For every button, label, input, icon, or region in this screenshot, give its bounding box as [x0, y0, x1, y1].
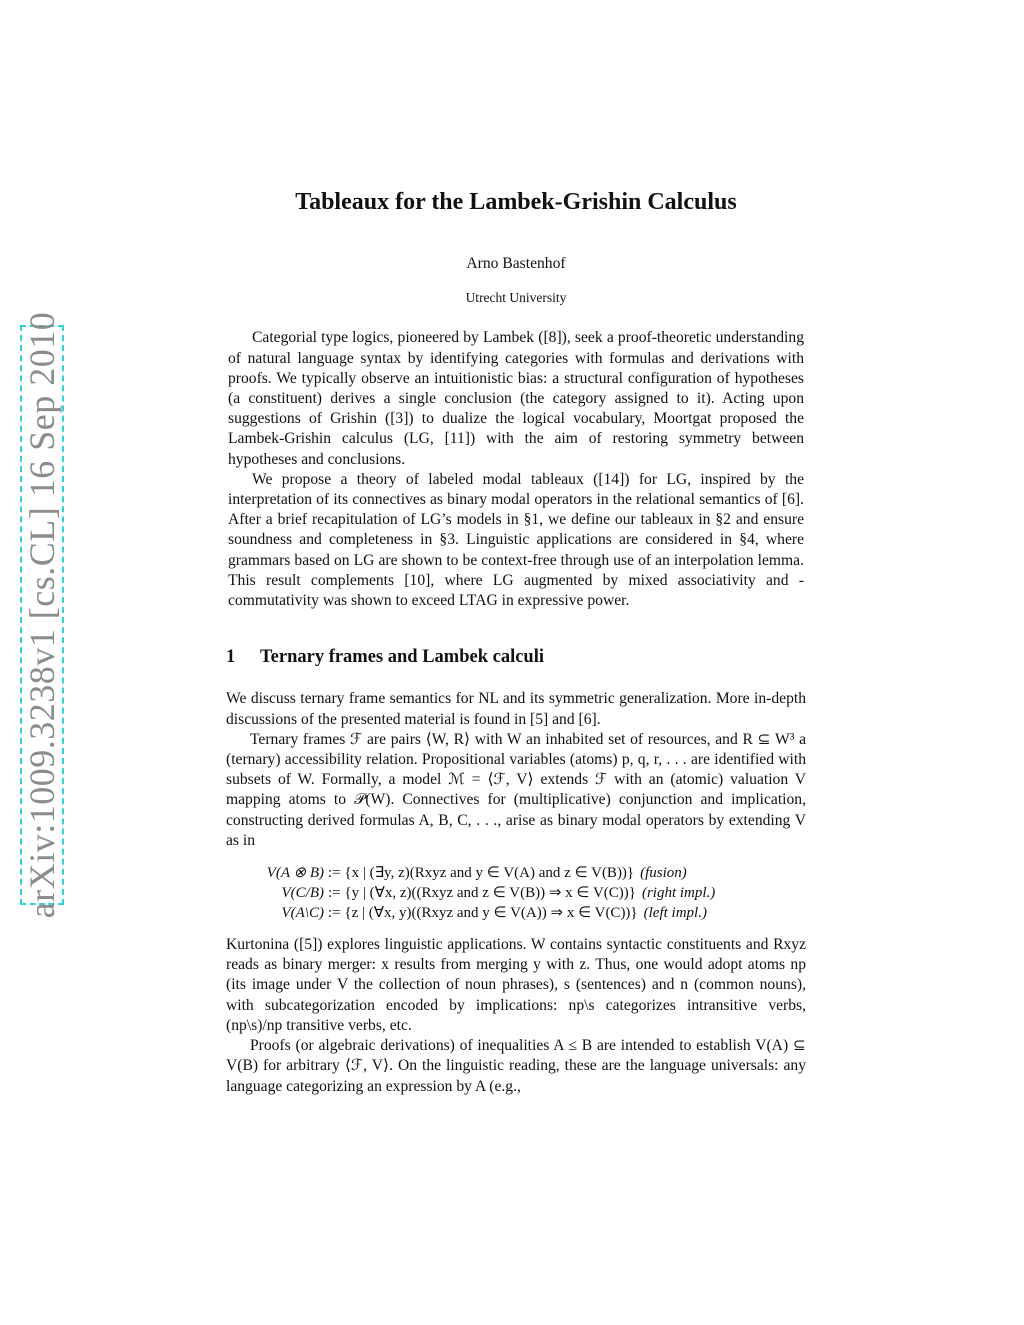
- body-paragraph-1: We discuss ternary frame semantics for NL and its symmetric generalization. More in-depth discussions of the presented material is found in [5] and [6].: [226, 690, 806, 728]
- paper-title: Tableaux for the Lambek-Grishin Calculus: [295, 189, 737, 215]
- body-paragraph-2: Ternary frames ℱ are pairs ⟨W, R⟩ with W an inhabited set of resources, and R ⊆ W³ a (ternary) accessibility relation. Propositional variables (atoms) p, q, r, . . . are identified with subsets of W. Formally, a model ℳ = ⟨ℱ, V⟩ extends ℱ with an (atomic) valuation V mapping atoms to 𝒫(W). Connectives for (multiplicative) conjunction and implication, constructing derived formulas A, B, C, . . ., arise as binary modal operators by extending V as in: [226, 730, 806, 849]
- equation-fusion: [238, 863, 806, 883]
- equation-lhs: V(A\C): [281, 905, 324, 922]
- body-paragraph-4: Proofs (or algebraic derivations) of inequalities A ≤ B are intended to establish V(A) ⊆ V(B) for arbitrary ⟨ℱ, V⟩. On the linguistic reading, these are the language universals: any language categorizing an expression by A (e.g.,: [226, 1037, 806, 1095]
- equation-right-impl: [238, 883, 806, 903]
- abstract-paragraph-1: Categorial type logics, pioneered by Lambek ([8]), seek a proof-theoretic understanding of natural language syntax by identifying categories with formulas and derivations with proofs. We typically observe an intuitionistic bias: a structural configuration of hypotheses (a constituent) derives a single conclusion (the category assigned to it). Acting upon suggestions of Grishin ([3]) to dualize the logical vocabulary, Moortgat proposed the Lambek-Grishin calculus (LG, [11]) with the aim of restoring symmetry between hypotheses and conclusions.: [228, 329, 804, 468]
- author-affiliation: Utrecht University: [465, 290, 567, 306]
- equation-tag: (left impl.): [643, 905, 707, 922]
- abstract-paragraph-2: We propose a theory of labeled modal tableaux ([14]) for LG, inspired by the interpretation of its connectives as binary modal operators in the relational semantics of [6]. After a brief recapitulation of LG’s models in §1, we define our tableaux in §2 and ensure soundness and completeness in §3. Linguistic applications are considered in §4, where grammars based on LG are shown to be context-free through use of an interpolation lemma. This result complements [10], where LG augmented by mixed associativity and -commutativity was shown to exceed LTAG in expressive power.: [228, 470, 804, 610]
- equation-left-impl: [238, 903, 806, 923]
- section-heading: [226, 647, 806, 667]
- abstract: [226, 328, 806, 611]
- arxiv-stamp-text: arXiv:1009.3238v1 [cs.CL] 16 Sep 2010: [22, 311, 62, 919]
- body-paragraph-3: Kurtonina ([5]) explores linguistic applications. W contains syntactic constituents and Rxyz reads as binary merger: x results from merging y with z. Thus, one would adopt atoms np (its image under V the collection of noun phrases), s (sentences) and n (common nouns), with subcategorization encoded by implications: np\s categorizes intransitive verbs, (np\s)/np transitive verbs, etc.: [226, 936, 806, 1034]
- equation-rhs: := {y | (∀x, z)((Rxyz and z ∈ V(B)) ⇒ x ∈ V(C))}: [328, 885, 636, 902]
- arxiv-stamp: [20, 311, 64, 919]
- equation-tag: (fusion): [640, 865, 687, 882]
- equation-rhs: := {z | (∀x, y)((Rxyz and y ∈ V(A)) ⇒ x ∈ V(C))}: [328, 905, 638, 922]
- equation-block: [238, 863, 806, 923]
- section-title: Ternary frames and Lambek calculi: [260, 647, 545, 668]
- author-name: Arno Bastenhof: [466, 255, 566, 272]
- equation-rhs: := {x | (∃y, z)(Rxyz and y ∈ V(A) and z ∈ V(B))}: [328, 865, 635, 882]
- paper-page: [226, 186, 806, 1097]
- equation-lhs: V(A ⊗ B): [266, 865, 324, 882]
- section-number: 1: [226, 647, 236, 668]
- equation-lhs: V(C/B): [281, 885, 324, 902]
- equation-tag: (right impl.): [641, 885, 716, 902]
